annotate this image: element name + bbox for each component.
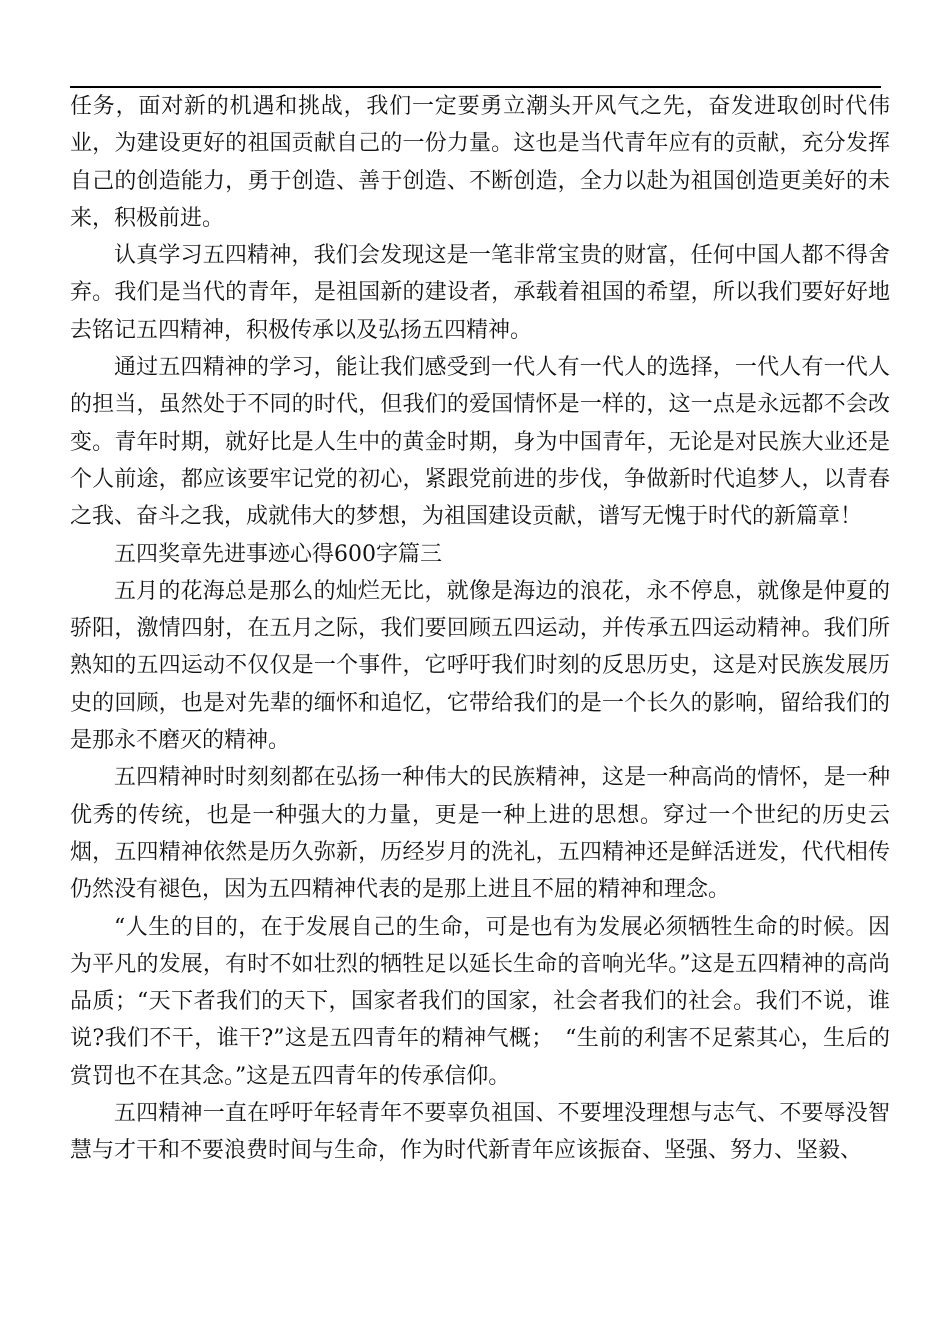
paragraph: 五月的花海总是那么的灿烂无比，就像是海边的浪花，永不停息，就像是仲夏的骄阳，激情四射，在五月之际，我们要回顾五四运动，并传承五四运动精神。我们所熟知的五四运动不仅仅是一个事件，它呼吁我们时刻的反思历史，这是对民族发展历史的回顾，也是对先辈的缅怀和追忆，它带给我们的是一个长久的影响，留给我们的是那永不磨灭的精神。	[70, 578, 890, 754]
paragraph: 任务，面对新的机遇和挑战，我们一定要勇立潮头开风气之先，奋发进取创时代伟业，为建设更好的祖国贡献自己的一份力量。这也是当代青年应有的贡献，充分发挥自己的创造能力，勇于创造、善于创造、不断创造，全力以赴为祖国创造更美好的未来，积极前进。	[70, 94, 890, 231]
paragraph: “人生的目的，在于发展自己的生命，可是也有为发展必须牺牲生命的时候。因为平凡的发展，有时不如壮烈的牺牲足以延长生命的音响光华。”这是五四精神的高尚品质；“天下者我们的天下，国家者我们的国家，社会者我们的社会。我们不说，谁说?我们不干，谁干?”这是五四青年的精神气概； “生前的利害不足萦其心，生后的赏罚也不在其念。”这是五四青年的传承信仰。	[70, 914, 890, 1089]
paragraph: 五四精神时时刻刻都在弘扬一种伟大的民族精神，这是一种高尚的情怀，是一种优秀的传统，也是一种强大的力量，更是一种上进的思想。穿过一个世纪的历史云烟，五四精神依然是历久弥新，历经岁月的洗礼，五四精神还是鲜活迸发，代代相传仍然没有褪色，因为五四精神代表的是那上进且不屈的精神和理念。	[70, 765, 890, 903]
document-body	[70, 88, 890, 1170]
paragraph: 通过五四精神的学习，能让我们感受到一代人有一代人的选择，一代人有一代人的担当，虽然处于不同的时代，但我们的爱国情怀是一样的，这一点是永远都不会改变。青年时期，就好比是人生中的黄金时期，身为中国青年，无论是对民族大业还是个人前途，都应该要牢记党的初心，紧跟党前进的步伐，争做新时代追梦人，以青春之我、奋斗之我，成就伟大的梦想，为祖国建设贡献，谱写无愧于时代的新篇章！	[70, 355, 890, 530]
section-heading: 五四奖章先进事迹心得600字篇三	[114, 541, 442, 567]
paragraph: 五四精神一直在呼吁年轻青年不要辜负祖国、不要埋没理想与志气、不要辱没智慧与才干和不要浪费时间与生命，作为时代新青年应该振奋、坚强、努力、坚毅、	[70, 1101, 890, 1164]
paragraph: 认真学习五四精神，我们会发现这是一笔非常宝贵的财富，任何中国人都不得舍弃。我们是当代的青年，是祖国新的建设者，承载着祖国的希望，所以我们要好好地去铭记五四精神，积极传承以及弘扬五四精神。	[70, 243, 890, 343]
